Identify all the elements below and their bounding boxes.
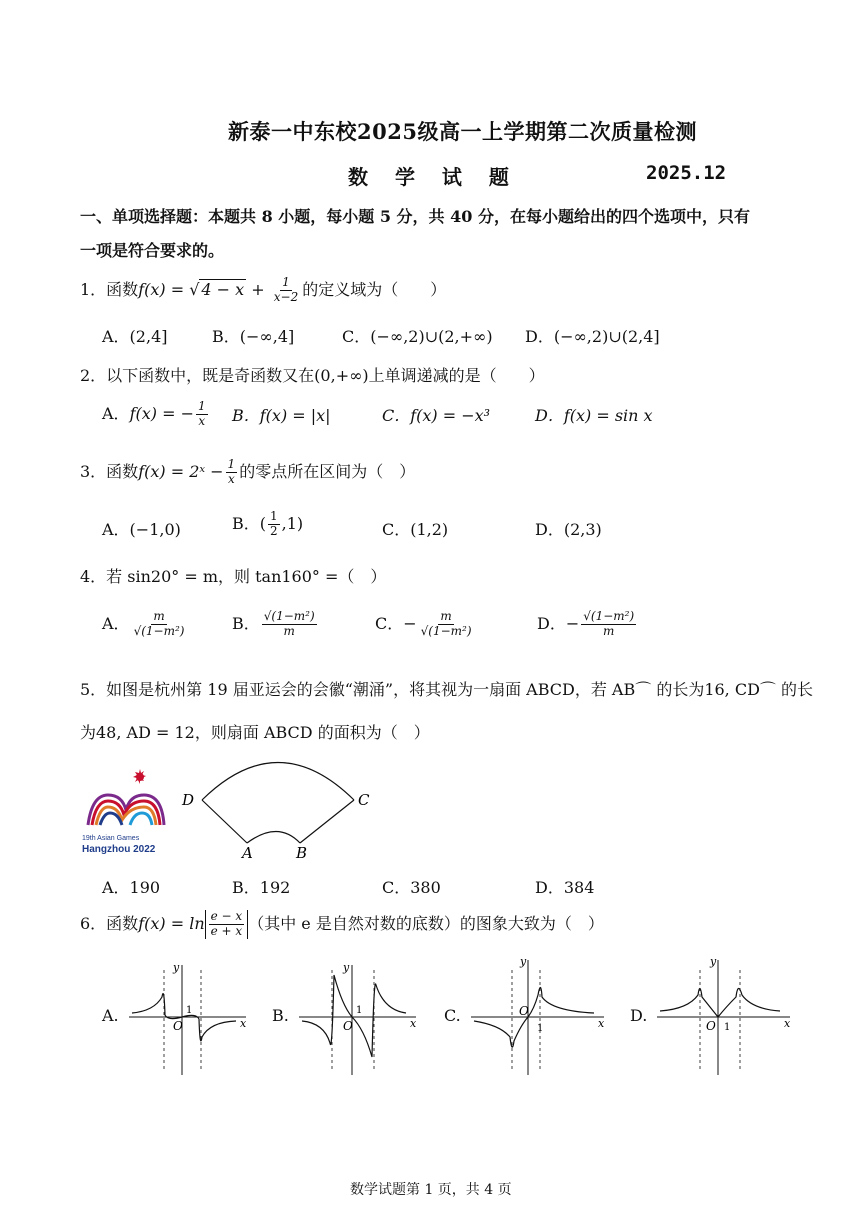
section-heading-line1: 一、单项选择题：本题共 8 小题，每小题 5 分，共 40 分，在每小题给出的四个选项中，只有 xyxy=(80,207,750,226)
exam-date: 2025.12 xyxy=(646,162,727,184)
question-2-stem: 2．以下函数中，既是奇函数又在(0,+∞)上单调递减的是（ ） xyxy=(80,366,545,385)
svg-text:x: x xyxy=(598,1017,605,1030)
logo-text-2: Hangzhou 2022 xyxy=(82,844,156,855)
q5-option-b[interactable]: B．192 xyxy=(232,878,291,897)
fan-sector-diagram xyxy=(178,755,378,865)
q6-option-d-label[interactable]: D. xyxy=(630,1006,648,1025)
svg-text:1: 1 xyxy=(724,1022,731,1033)
q6-option-a-label[interactable]: A. xyxy=(102,1006,119,1025)
q6-option-b-label[interactable]: B. xyxy=(272,1006,289,1025)
question-5-line1: 5．如图是杭州第 19 届亚运会的会徽“潮涌”，将其视为一扇面 ABCD，若 AB⌒ 的长为16, CD⌒ 的长 xyxy=(80,680,814,699)
q6-option-c-label[interactable]: C. xyxy=(444,1006,461,1025)
svg-text:O: O xyxy=(519,1004,529,1018)
exam-subtitle: 数 学 试 题 xyxy=(348,165,519,189)
q1-option-d[interactable]: D．(−∞,2)∪(2,4] xyxy=(525,327,660,346)
section-heading-line2: 一项是符合要求的。 xyxy=(80,241,225,260)
label-c: C xyxy=(358,791,370,809)
asian-games-logo xyxy=(78,765,174,857)
q1-option-c[interactable]: C．(−∞,2)∪(2,+∞) xyxy=(342,327,493,346)
q6-graph-c[interactable] xyxy=(466,955,636,1085)
svg-text:1: 1 xyxy=(186,1005,193,1016)
fraction: $\frac{1}{x-2}$ xyxy=(273,275,299,304)
q4-option-b[interactable]: B． $\frac{\text{√(1−m²)}}{m}$ xyxy=(232,609,315,638)
svg-text:x: x xyxy=(240,1017,247,1030)
svg-text:1: 1 xyxy=(537,1023,544,1034)
q2-option-d[interactable]: D．f(x) = sin x xyxy=(535,406,653,425)
label-d: D xyxy=(182,791,195,809)
q2-option-b[interactable]: B．f(x) = |x| xyxy=(232,406,331,425)
q6-graph-b[interactable] xyxy=(294,955,464,1085)
q6-graph-a[interactable] xyxy=(124,955,294,1085)
q3-option-a[interactable]: A．(−1,0) xyxy=(102,520,181,539)
logo-text-1: 19th Asian Games xyxy=(82,835,140,842)
svg-text:1: 1 xyxy=(356,1005,363,1016)
q5-option-a[interactable]: A．190 xyxy=(102,878,161,897)
question-1-stem: 1．函数f(x) = √ 4 − x + $\frac{1}{x-2}$ 的定义域为（ ） xyxy=(80,275,447,304)
q1-option-a[interactable]: A．(2,4] xyxy=(102,327,168,346)
q3-option-b[interactable]: B．( $\frac{1}{2}$ ,1) xyxy=(232,509,304,538)
q3-option-c[interactable]: C．(1,2) xyxy=(382,520,449,539)
label-b: B xyxy=(296,844,308,862)
q5-option-c[interactable]: C．380 xyxy=(382,878,441,897)
svg-text:y: y xyxy=(520,955,527,968)
q1-option-b[interactable]: B．(−∞,4] xyxy=(212,327,295,346)
q2-option-c[interactable]: C．f(x) = −x³ xyxy=(382,406,491,425)
svg-text:O: O xyxy=(343,1019,353,1033)
q4-option-a[interactable]: A． $\frac{m}{\text{√(1−m²)}}$ xyxy=(102,609,185,638)
question-6-stem: 6．函数f(x) = ln $\frac{e - x}{e + x}$ （其中 e 是自然对数的底数）的图象大致为（ ） xyxy=(80,909,604,938)
q3-option-d[interactable]: D．(2,3) xyxy=(535,520,602,539)
svg-text:O: O xyxy=(173,1019,183,1033)
svg-text:y: y xyxy=(343,961,350,974)
q4-option-d[interactable]: D．− $\frac{\text{√(1−m²)}}{m}$ xyxy=(537,609,635,638)
svg-text:y: y xyxy=(710,955,717,968)
label-a: A xyxy=(242,844,253,862)
question-3-stem: 3．函数f(x) = 2ˣ − $\frac{1}{x}$ 的零点所在区间为（ ） xyxy=(80,457,416,486)
q5-option-d[interactable]: D．384 xyxy=(535,878,595,897)
svg-text:y: y xyxy=(173,961,180,974)
svg-text:x: x xyxy=(784,1017,791,1030)
page-footer: 数学试题第 1 页，共 4 页 xyxy=(350,1182,512,1198)
question-4-stem: 4．若 sin20° = m，则 tan160° =（ ） xyxy=(80,567,387,586)
svg-text:x: x xyxy=(410,1017,417,1030)
svg-text:O: O xyxy=(706,1019,716,1033)
question-5-line2: 为48, AD = 12，则扇面 ABCD 的面积为（ ） xyxy=(80,723,430,742)
q2-option-a[interactable]: A．f(x) = − $\frac{1}{x}$ xyxy=(102,399,206,428)
q6-graph-d[interactable] xyxy=(652,955,822,1085)
q4-option-c[interactable]: C．− $\frac{m}{\text{√(1−m²)}}$ xyxy=(375,609,472,638)
exam-title: 新泰一中东校2025级高一上学期第二次质量检测 xyxy=(228,119,697,144)
